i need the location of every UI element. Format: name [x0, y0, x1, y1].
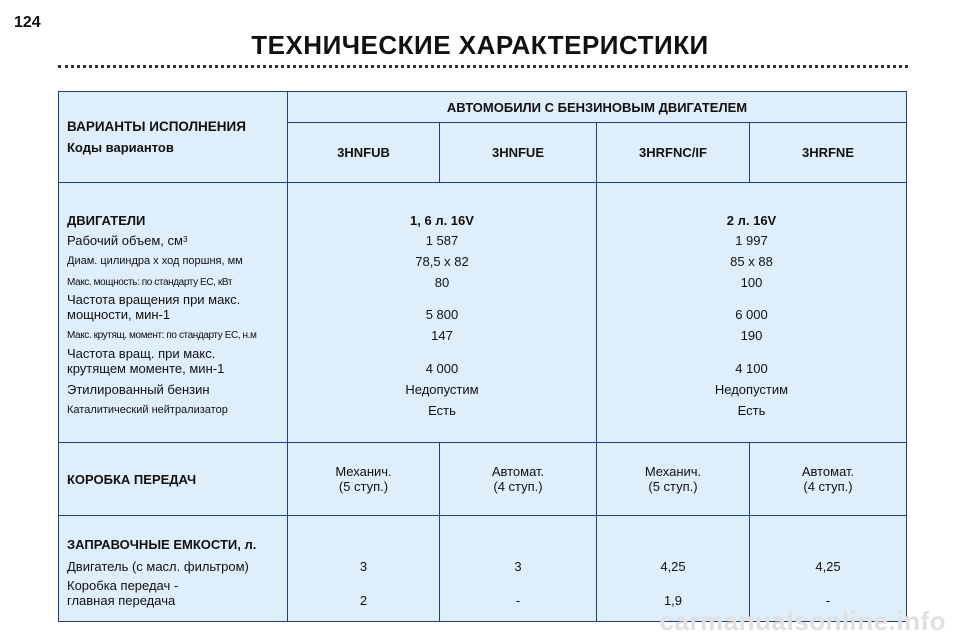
rpm-power-label-line1: Частота вращения при макс.	[67, 291, 241, 307]
engine-1-values-cell	[288, 183, 597, 443]
page-number: 124	[14, 14, 41, 31]
page-title: ТЕХНИЧЕСКИЕ ХАРАКТЕРИСТИКИ	[251, 30, 709, 60]
engine-2-name: 2 л. 16V	[726, 212, 777, 228]
engine-2-power: 100	[740, 274, 763, 290]
gearbox-capacity-value: 1,9	[663, 592, 683, 608]
dotted-divider	[58, 65, 908, 69]
engine-oil-value: 4,25	[660, 558, 686, 574]
engine-1-power: 80	[434, 274, 450, 290]
gearbox-type: Автомат.	[491, 464, 545, 479]
engine-2-torque: 190	[740, 327, 763, 343]
engine-1-fuel: Недопустим	[405, 381, 479, 397]
specs-table	[58, 91, 907, 622]
gearbox-label: КОРОБКА ПЕРЕДАЧ	[59, 443, 288, 516]
volume-label: Рабочий объем, см 3	[67, 232, 188, 248]
gearbox-capacity-label-line2: главная передача	[67, 592, 176, 608]
rpm-torque-label-line1: Частота вращ. при макс.	[67, 345, 216, 361]
variants-label: ВАРИАНТЫ ИСПОЛНЕНИЯ	[67, 119, 246, 134]
fuel-label: Этилированный бензин	[67, 381, 210, 397]
petrol-group-title: АВТОМОБИЛИ С БЕНЗИНОВЫМ ДВИГАТЕЛЕМ	[288, 92, 907, 123]
engine-1-rpm-power: 5 800	[425, 306, 459, 322]
gearbox-type: Механич.	[335, 464, 392, 479]
engine-2-volume: 1 997	[735, 232, 768, 248]
gearbox-steps: (4 ступ.)	[493, 479, 543, 494]
gearbox-capacity-value: -	[825, 592, 831, 608]
gearbox-type: Механич.	[644, 464, 702, 479]
variant-code: 3HRFNC/IF	[597, 123, 750, 183]
torque-label: Макс. крутящ. момент: по стандарту ЕС, н.м	[67, 329, 257, 341]
watermark: carmanualsonline.info	[659, 606, 946, 636]
engine-1-name: 1, 6 л. 16V	[410, 212, 474, 228]
engine-2-rpm-torque: 4 100	[735, 360, 768, 376]
engine-1-catalyst: Есть	[428, 402, 456, 418]
gearbox-steps: (5 ступ.)	[648, 479, 698, 494]
engine-2-bore: 85 x 88	[730, 253, 773, 269]
engine-2-catalyst: Есть	[737, 402, 766, 418]
variant-code: 3HRFNE	[750, 123, 907, 183]
codes-label: Коды вариантов	[67, 140, 174, 155]
variant-code: 3HNFUE	[440, 123, 597, 183]
engines-labels-cell	[59, 183, 288, 443]
engine-oil-value: 4,25	[815, 558, 841, 574]
engine-1-torque: 147	[431, 327, 453, 343]
engine-1-bore: 78,5 x 82	[415, 253, 469, 269]
engine-oil-value: 3	[514, 558, 522, 574]
engine-oil-value: 3	[359, 558, 368, 574]
engine-2-values-cell	[597, 183, 907, 443]
capacity-cell	[288, 516, 440, 622]
engine-1-volume: 1 587	[425, 232, 459, 248]
gearbox-steps: (5 ступ.)	[338, 479, 389, 494]
gearbox-steps: (4 ступ.)	[803, 479, 853, 494]
engine-1-rpm-torque: 4 000	[425, 360, 459, 376]
gearbox-cell	[288, 443, 440, 516]
variant-code: 3HNFUB	[288, 123, 440, 183]
gearbox-capacity-value: 2	[359, 592, 368, 608]
gearbox-type: Автомат.	[801, 464, 855, 479]
engine-2-rpm-power: 6 000	[735, 306, 768, 322]
variants-header-cell	[59, 92, 288, 183]
engines-title: ДВИГАТЕЛИ	[67, 212, 146, 228]
power-label: Макс. мощность: по стандарту ЕС, кВт	[67, 276, 232, 288]
gearbox-cell	[597, 443, 750, 516]
rpm-power-label-line2: мощности, мин-1	[67, 306, 171, 322]
capacities-title: ЗАПРАВОЧНЫЕ ЕМКОСТИ, л.	[67, 536, 257, 552]
rpm-torque-label-line2: крутящем моменте, мин-1	[67, 360, 225, 376]
capacities-labels-cell	[59, 516, 288, 622]
gearbox-capacity-value: -	[515, 592, 521, 608]
bore-label: Диам. цилиндра х ход поршня, мм	[67, 254, 243, 267]
gearbox-capacity-label-line1: Коробка передач -	[67, 577, 179, 593]
gearbox-cell	[440, 443, 597, 516]
capacity-cell	[440, 516, 597, 622]
catalyst-label: Каталитический нейтрализатор	[67, 403, 228, 416]
engine-2-fuel: Недопустим	[714, 381, 789, 397]
gearbox-cell	[750, 443, 907, 516]
engine-oil-label: Двигатель (с масл. фильтром)	[67, 558, 249, 574]
